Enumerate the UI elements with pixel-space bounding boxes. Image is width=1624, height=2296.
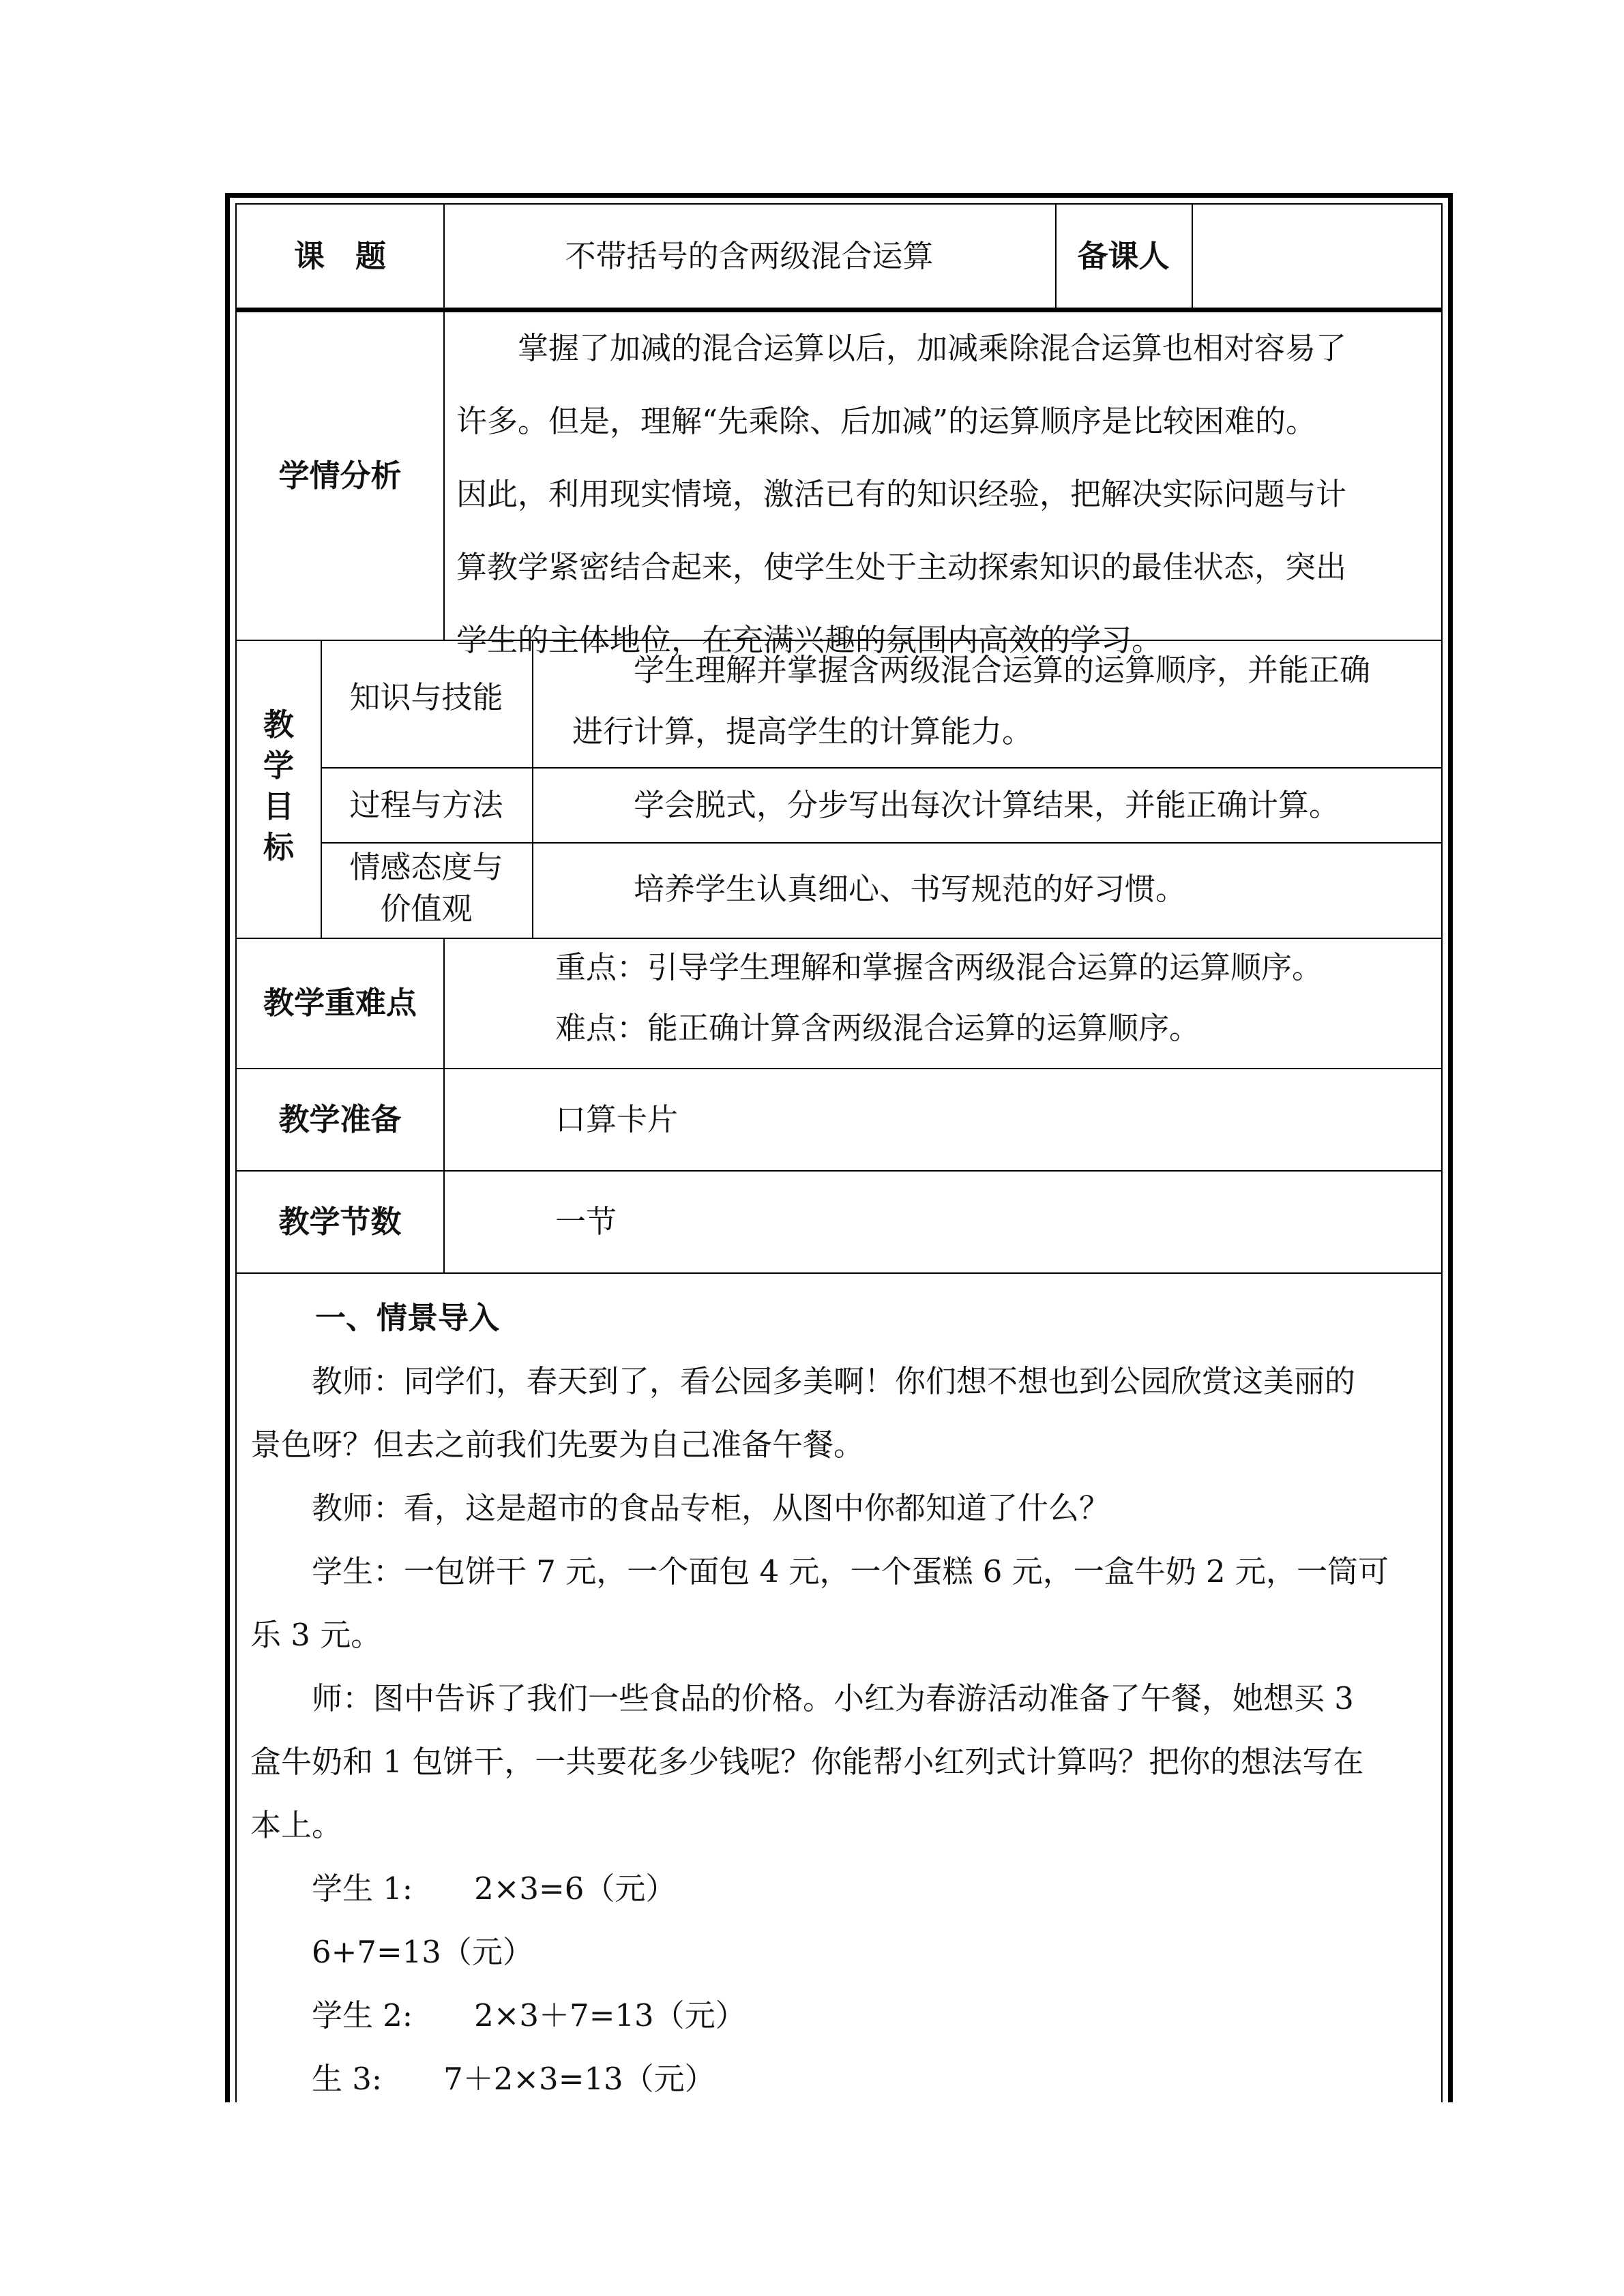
emotion-label-line-1: 情感态度与 [349, 849, 503, 885]
process-line-4: 学生：一包饼干 7 元，一个面包 4 元，一个蛋糕 6 元，一盒牛奶 2 元，一筒可 [250, 1553, 1389, 1590]
lesson-plan-table [225, 193, 1453, 2102]
knowledge-line-2: 进行计算，提高学生的计算能力。 [572, 713, 1033, 749]
periods-label: 教学节数 [278, 1204, 402, 1240]
prep-label: 教学准备 [278, 1101, 402, 1137]
goals-label-char-4: 标 [263, 829, 294, 865]
process-line-1: 教师：同学们，春天到了，看公园多美啊！你们想不想也到公园欣赏这美丽的 [250, 1363, 1356, 1399]
row-divider-periods [237, 1272, 1441, 1274]
process-line-11: 学生 2: 2×3＋7=13（元） [250, 1997, 746, 2033]
process-line-8: 本上。 [250, 1807, 343, 1843]
analysis-line-4: 算教学紧密结合起来，使学生处于主动探索知识的最佳状态，突出 [456, 549, 1347, 585]
process-line-6: 师：图中告诉了我们一些食品的价格。小红为春游活动准备了午餐，她想买 3 [250, 1680, 1354, 1716]
row-divider-keypoints [237, 1068, 1441, 1069]
row-divider-goals [237, 938, 1441, 939]
process-line-10: 6+7=13（元） [250, 1934, 533, 1970]
process-line-3: 教师：看，这是超市的食品专柜，从图中你都知道了什么？ [250, 1490, 1110, 1526]
knowledge-label: 知识与技能 [349, 679, 503, 715]
analysis-line-1: 掌握了加减的混合运算以后，加减乘除混合运算也相对容易了 [456, 330, 1347, 366]
goals-divider-2 [321, 842, 1441, 844]
preparer-label: 备课人 [1077, 238, 1170, 274]
goals-label-char-3: 目 [263, 788, 294, 824]
process-label: 过程与方法 [349, 787, 503, 823]
prep-value: 口算卡片 [555, 1101, 679, 1137]
emotion-text: 培养学生认真细心、书写规范的好习惯。 [634, 871, 1187, 907]
process-line-9: 学生 1: 2×3=6（元） [250, 1870, 677, 1907]
process-line-5: 乐 3 元。 [250, 1617, 382, 1653]
analysis-line-5: 学生的主体地位，在充满兴趣的氛围内高效的学习。 [456, 622, 1163, 658]
table-inner-border [235, 203, 1443, 2102]
analysis-line-3: 因此，利用现实情境，激活已有的知识经验，把解决实际问题与计 [456, 476, 1347, 512]
keypoint-text: 重点：引导学生理解和掌握含两级混合运算的运算顺序。 [555, 949, 1323, 985]
analysis-label: 学情分析 [278, 458, 402, 494]
goals-label-char-2: 学 [263, 747, 294, 784]
knowledge-line-1: 学生理解并掌握含两级混合运算的运算顺序，并能正确 [634, 652, 1371, 688]
row-divider-header [237, 308, 1441, 312]
col-divider-preparer-right [1192, 205, 1193, 308]
goals-label-char-1: 教 [263, 706, 294, 743]
process-text: 学会脱式，分步写出每次计算结果，并能正确计算。 [634, 787, 1340, 823]
process-line-2: 景色呀？但去之前我们先要为自己准备午餐。 [250, 1427, 865, 1463]
topic-label: 课 题 [293, 238, 386, 274]
process-heading: 一、情景导入 [315, 1300, 500, 1336]
row-divider-prep [237, 1170, 1441, 1172]
goals-divider-1 [321, 767, 1441, 769]
col-divider-lower [443, 938, 445, 1272]
periods-value: 一节 [555, 1204, 617, 1240]
process-line-7: 盒牛奶和 1 包饼干，一共要花多少钱呢？你能帮小红列式计算吗？把你的想法写在 [250, 1744, 1364, 1780]
keypoints-label: 教学重难点 [263, 985, 417, 1021]
difficult-point-text: 难点：能正确计算含两级混合运算的运算顺序。 [555, 1010, 1200, 1046]
goals-col-divider-2 [532, 640, 533, 938]
topic-value: 不带括号的含两级混合运算 [565, 238, 934, 274]
process-line-12: 生 3: 7＋2×3=13（元） [250, 2061, 715, 2097]
emotion-label-line-2: 价值观 [380, 891, 473, 927]
analysis-line-2: 许多。但是，理解“先乘除、后加减”的运算顺序是比较困难的。 [456, 403, 1317, 439]
